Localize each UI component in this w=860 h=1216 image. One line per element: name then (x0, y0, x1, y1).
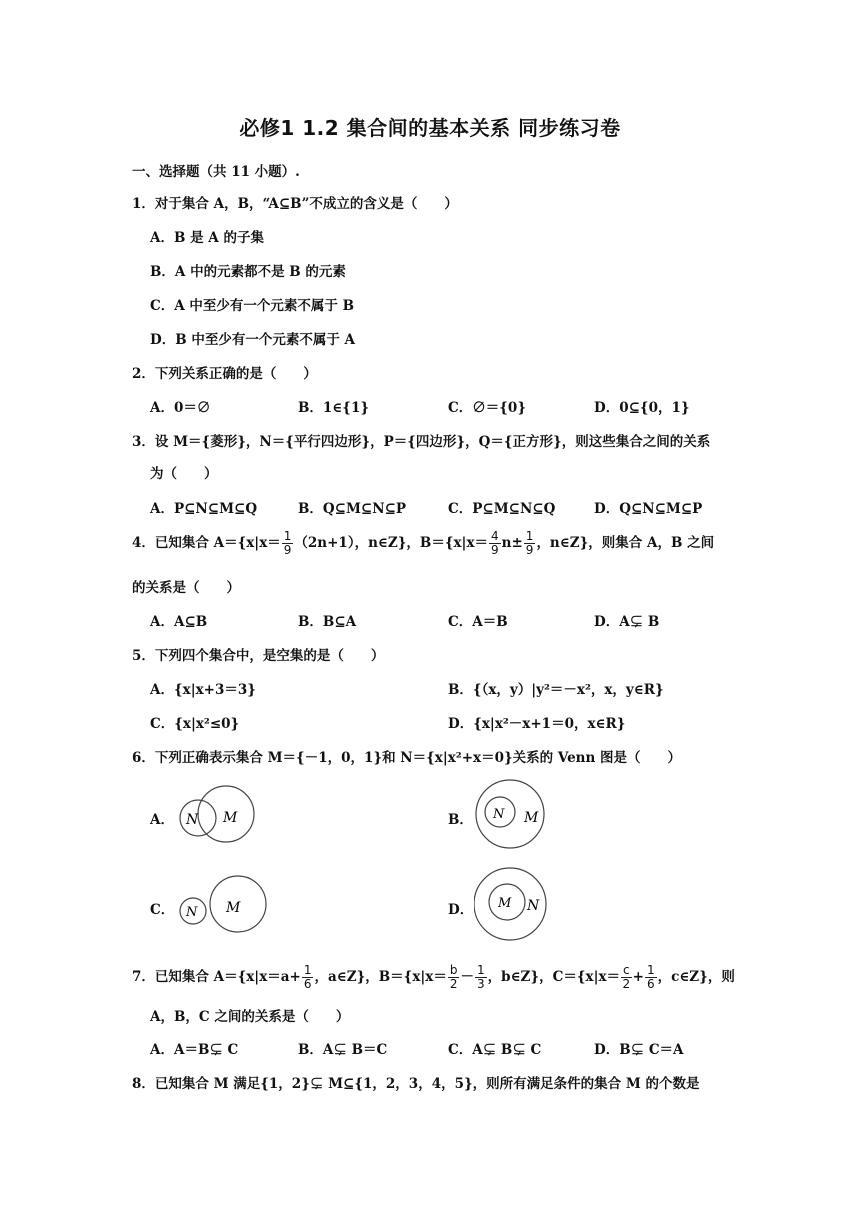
q4-frac1-den: 9 (283, 543, 292, 557)
q5-option-a: A．{x|x+3＝3} (150, 682, 256, 698)
q2-option-a: A．0＝∅ (150, 400, 211, 416)
section-heading: 一、选择题（共 11 小题）. (132, 164, 300, 180)
q7-fraction-4 (621, 964, 632, 991)
q2-option-c: C．∅＝{0} (448, 400, 527, 416)
q4-fraction-2 (489, 530, 501, 557)
q4-option-c: C．A＝B (448, 614, 508, 630)
q4-fraction-1 (282, 530, 294, 557)
q6-option-d: D． (448, 902, 474, 918)
q5-option-b: B．{（x，y）|y²＝－x²，x，y∈R} (448, 682, 664, 698)
q4-frac3-num: 1 (525, 529, 534, 543)
q6-option-b: B． (448, 812, 473, 828)
q3-option-a: A．P⊆N⊆M⊆Q (150, 501, 258, 517)
q7-fraction-1 (302, 964, 314, 991)
q7-frac3-num: 1 (476, 963, 485, 977)
q7-text-2: ，a∈Z}，B＝{x|x＝ (314, 969, 447, 985)
q8-stem: 8．已知集合 M 满足{1，2}⊊ M⊆{1，2，3，4，5}，则所有满足条件的集合 M 的个数是 (132, 1076, 700, 1092)
q7-text-1: 7．已知集合 A＝{x|x＝a+ (132, 969, 301, 985)
q3-option-d: D．Q⊆N⊆M⊆P (594, 501, 703, 517)
q7-fraction-2 (448, 964, 460, 991)
q7-stem-cont: A，B，C 之间的关系是（ ） (150, 1009, 350, 1025)
q4-frac2-num: 4 (491, 529, 499, 543)
q6-option-a: A． (150, 812, 174, 828)
venn-a-label-m: M (223, 810, 238, 826)
q7-text-4: ，b∈Z}，C＝{x|x＝ (487, 969, 621, 985)
q7-option-a: A．A＝B⊊ C (150, 1042, 239, 1058)
q6-stem: 6．下列正确表示集合 M＝{－1，0，1}和 N＝{x|x²+x＝0}关系的 Venn 图是（ ） (132, 750, 682, 766)
q7-frac1-num: 1 (303, 963, 312, 977)
q1-option-c: C．A 中至少有一个元素不属于 B (150, 298, 355, 314)
q3-option-b: B．Q⊆M⊆N⊆P (298, 501, 407, 517)
q1-option-a: A．B 是 A 的子集 (150, 230, 264, 246)
venn-d-label-n: N (527, 898, 540, 914)
q7-stem (132, 964, 735, 991)
q4-fraction-3 (524, 530, 536, 557)
q4-option-d: D．A⊊ B (594, 614, 660, 630)
q4-frac1-num: 1 (283, 529, 292, 543)
q4-option-a: A．A⊆B (150, 614, 208, 630)
q1-option-d: D．B 中至少有一个元素不属于 A (150, 332, 355, 348)
q7-option-b: B．A⊊ B＝C (298, 1042, 388, 1058)
q4-text-1: 4．已知集合 A＝{x|x＝ (132, 535, 281, 551)
q6-venn-d (474, 866, 554, 942)
q7-frac3-den: 3 (476, 977, 485, 991)
q2-option-b: B．1∈{1} (298, 400, 370, 416)
q6-venn-b (474, 778, 554, 850)
q7-text-6: ，c∈Z}，则 (657, 969, 735, 985)
q1-stem: 1．对于集合 A，B，“A⊆B”不成立的含义是（ ） (132, 196, 458, 212)
q5-option-c: C．{x|x²≤0} (150, 716, 240, 732)
q5-stem: 5．下列四个集合中，是空集的是（ ） (132, 648, 385, 664)
q4-option-b: B．B⊆A (298, 614, 357, 630)
q3-option-c: C．P⊆M⊆N⊆Q (448, 501, 556, 517)
q7-option-d: D．B⊊ C＝A (594, 1042, 684, 1058)
q7-frac5-num: 1 (646, 963, 655, 977)
venn-c-label-n: N (186, 905, 198, 920)
venn-d-label-m: M (498, 896, 512, 911)
q3-stem-cont: 为（ ） (150, 466, 218, 482)
venn-c-label-m: M (226, 900, 241, 916)
q2-stem: 2．下列关系正确的是（ ） (132, 366, 317, 382)
q7-frac4-den: 2 (622, 977, 631, 991)
q7-frac2-num: b (449, 963, 458, 977)
q1-option-b: B．A 中的元素都不是 B 的元素 (150, 264, 346, 280)
q4-frac3-den: 9 (525, 543, 534, 557)
venn-b-label-m: M (524, 810, 539, 826)
q7-frac4-num: c (623, 963, 630, 977)
q7-option-c: C．A⊊ B⊊ C (448, 1042, 542, 1058)
q2-option-d: D．0⊆{0，1} (594, 400, 690, 416)
q5-option-d: D．{x|x²－x+1＝0，x∈R} (448, 716, 626, 732)
q4-stem (132, 530, 714, 557)
q7-text-5: + (632, 969, 644, 985)
q7-text-3: － (460, 969, 474, 985)
q4-text-2: （2n+1），n∈Z}，B＝{x|x＝ (294, 535, 489, 551)
venn-a-label-n: N (186, 812, 199, 828)
venn-b-label-n: N (493, 807, 505, 822)
q7-frac5-den: 6 (646, 977, 655, 991)
q4-text-3: n± (501, 535, 523, 551)
page-title: 必修1 1.2 集合间的基本关系 同步练习卷 (239, 116, 621, 140)
q7-frac1-den: 6 (303, 977, 312, 991)
q3-stem: 3．设 M＝{菱形}，N＝{平行四边形}，P＝{四边形}，Q＝{正方形}，则这些集合之间的关系 (132, 434, 711, 450)
q7-fraction-3 (475, 964, 487, 991)
q6-venn-a (176, 784, 266, 844)
q7-frac2-den: 2 (449, 977, 458, 991)
q4-frac2-den: 9 (491, 543, 499, 557)
q4-text-4: ，n∈Z}，则集合 A，B 之间 (536, 535, 715, 551)
q7-fraction-5 (645, 964, 657, 991)
q4-stem-cont: 的关系是（ ） (132, 580, 240, 596)
q6-venn-c (176, 874, 272, 938)
q6-option-c: C． (150, 902, 175, 918)
